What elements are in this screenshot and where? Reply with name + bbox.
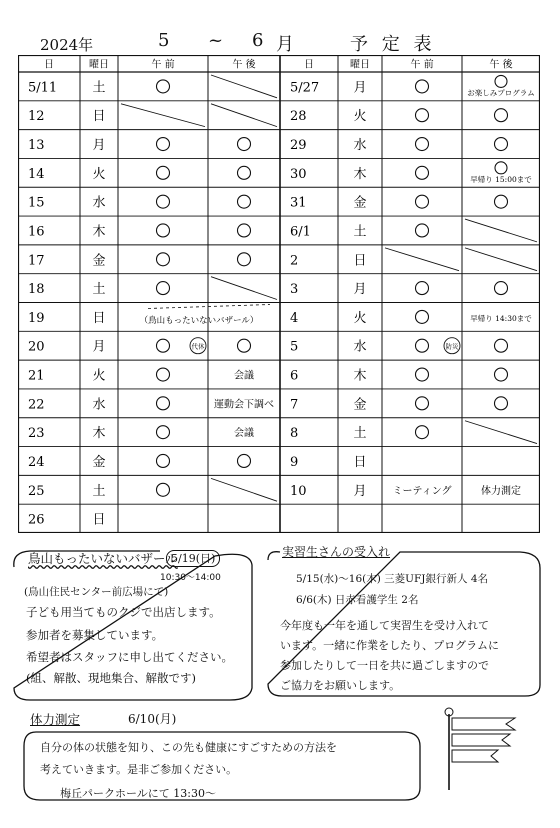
- right-row-day: 6: [290, 368, 299, 384]
- right-row-weekday: 月: [353, 80, 367, 96]
- right-row-weekday: 水: [353, 339, 367, 355]
- left-row-weekday: 金: [92, 454, 106, 470]
- right-row-weekday: 月: [353, 483, 367, 499]
- left-row-am-value: ○: [162, 205, 164, 207]
- practicum-entry-2: 6/6(木) 日赤看護学生 2名: [296, 594, 419, 606]
- bazaar-date: 5/19(日): [166, 550, 220, 567]
- fitness-date: 6/10(月): [128, 712, 177, 726]
- right-row-weekday: 金: [353, 397, 367, 413]
- right-row-weekday: 水: [353, 138, 367, 154]
- left-row-weekday: 月: [92, 138, 106, 154]
- left-row-pm-value: ○: [243, 349, 245, 351]
- left-row-am-value: ○: [162, 406, 164, 408]
- right-row-pm-value: ○: [500, 406, 502, 408]
- right-row-am-value: ○: [421, 406, 423, 408]
- left-row-am-value: ○: [162, 89, 164, 91]
- left-row-weekday: 火: [92, 368, 106, 384]
- left-row-day: 17: [28, 253, 45, 269]
- right-row-day: 5/27: [290, 80, 320, 96]
- left-row-weekday: 木: [92, 224, 106, 240]
- bazaar-venue: (鳥山住民センター前広場にて): [24, 586, 169, 598]
- right-row-pm-text: 早帰り 14:30まで: [470, 313, 532, 323]
- left-row-day: 23: [28, 426, 45, 442]
- right-row-pm-value: ○: [500, 291, 502, 293]
- header-pm: 午 後: [489, 59, 513, 71]
- left-row-pm-text: 運動会下調べ: [214, 399, 274, 411]
- left-row-day: 24: [28, 454, 45, 470]
- right-row-am-value: ○: [421, 349, 423, 351]
- left-row-day: 14: [28, 166, 45, 182]
- left-row-pm-value: ○: [243, 464, 245, 466]
- left-row-am-value: ○: [162, 233, 164, 235]
- bazaar-line-4: (組、解散、現地集合、解散です): [26, 671, 196, 685]
- left-row-weekday: 木: [92, 426, 106, 442]
- practicum-entry-1: 5/15(水)〜16(木) 三菱UFJ銀行新人 4名: [296, 573, 489, 585]
- fitness-line-2: 考えていきます。是非ご参加ください。: [40, 763, 238, 776]
- left-row-pm-value: ○: [243, 262, 245, 264]
- practicum-line-3: 参加したりして一日を共に過ごしますので: [280, 659, 489, 672]
- right-row-day: 30: [290, 166, 307, 182]
- fitness-venue: 梅丘パークホールにて 13:30〜: [60, 787, 216, 800]
- right-row-day: 8: [290, 426, 299, 442]
- left-row-day: 21: [28, 368, 45, 384]
- left-row-day: 25: [28, 483, 45, 499]
- fitness-frame: [24, 732, 420, 800]
- title-month-from: 5: [158, 30, 170, 51]
- right-row-weekday: 金: [353, 195, 367, 211]
- header-am: 午 前: [151, 59, 175, 71]
- right-row-pm-value: ○: [500, 118, 502, 120]
- right-row-am-value: ○: [421, 378, 423, 380]
- left-row-pm-value: ○: [243, 233, 245, 235]
- left-row-am-value: ○: [162, 176, 164, 178]
- right-row-weekday: 日: [353, 253, 367, 269]
- right-row-weekday: 土: [353, 224, 367, 240]
- left-row-day: 26: [28, 512, 45, 528]
- left-row-span-text: （鳥山もったいないバザール）: [139, 315, 259, 326]
- right-row-weekday: 木: [353, 368, 367, 384]
- right-row-pm-note: お楽しみプログラム: [467, 88, 535, 98]
- practicum-heading: 実習生さんの受入れ: [282, 545, 391, 559]
- right-row-pm-note: 早帰り 15:00まで: [470, 174, 532, 184]
- right-row-badge: 防災: [445, 342, 459, 351]
- right-row-am-value: ○: [421, 435, 423, 437]
- left-row-am-value: ○: [162, 378, 164, 380]
- practicum-line-2: います。一緒に作業をしたり、プログラムに: [280, 639, 500, 652]
- right-row-am-value: ○: [421, 291, 423, 293]
- left-row-weekday: 月: [92, 339, 106, 355]
- left-row-pm-text: 会議: [234, 370, 254, 382]
- left-row-day: 18: [28, 282, 45, 298]
- left-row-pm-value: ○: [243, 205, 245, 207]
- right-row-weekday: 月: [353, 282, 367, 298]
- left-row-day: 16: [28, 224, 45, 240]
- right-row-am-value: ○: [421, 176, 423, 178]
- left-row-am-value: ○: [162, 262, 164, 264]
- left-row-day: 19: [28, 310, 45, 326]
- title-label: 予 定 表: [350, 34, 436, 55]
- right-row-day: 29: [290, 138, 307, 154]
- title-tilde: ~: [208, 30, 224, 51]
- right-row-am-value: ○: [421, 118, 423, 120]
- right-row-pm-value: ○: [500, 147, 502, 149]
- bazaar-line-3: 希望者はスタッフに申し出てください。: [26, 650, 233, 664]
- left-row-weekday: 日: [92, 310, 106, 326]
- koinobori-icon: [445, 708, 515, 790]
- right-row-weekday: 日: [353, 454, 367, 470]
- left-row-am-value: ○: [162, 435, 164, 437]
- practicum-line-1: 今年度も一年を通して実習生を受け入れて: [280, 619, 489, 632]
- right-row-weekday: 火: [353, 310, 367, 326]
- right-row-day: 31: [290, 195, 307, 211]
- left-row-day: 20: [28, 339, 45, 355]
- left-row-weekday: 日: [92, 512, 106, 528]
- left-row-am-value: ○: [162, 464, 164, 466]
- title-month-suffix: 月: [276, 34, 294, 55]
- bazaar-time: 10:30〜14:00: [160, 573, 221, 583]
- header-weekday: 曜日: [350, 59, 370, 71]
- right-row-pm-value: ○: [500, 205, 502, 207]
- title-month-to: 6: [252, 30, 264, 51]
- practicum-frame: [268, 552, 540, 696]
- right-row-day: 10: [290, 483, 307, 499]
- fitness-line-1: 自分の体の状態を知り、この先も健康にすごすための方法を: [40, 741, 337, 754]
- left-row-weekday: 土: [92, 282, 106, 298]
- left-row-weekday: 火: [92, 166, 106, 182]
- left-row-am-value: ○: [162, 493, 164, 495]
- bazaar-frame: [14, 551, 252, 700]
- right-row-day: 7: [290, 397, 299, 413]
- right-row-pm-value: ○: [500, 378, 502, 380]
- left-row-am-value: ○: [162, 291, 164, 293]
- left-row-day: 15: [28, 195, 45, 211]
- left-row-pm-text: 会議: [234, 428, 254, 440]
- right-row-weekday: 火: [353, 109, 367, 125]
- left-row-day: 13: [28, 138, 45, 154]
- right-row-am-value: ○: [421, 205, 423, 207]
- left-row-weekday: 土: [92, 483, 106, 499]
- left-row-pm-value: ○: [243, 147, 245, 149]
- right-row-day: 2: [290, 253, 299, 269]
- left-row-day: 5/11: [28, 80, 58, 96]
- left-row-weekday: 金: [92, 253, 106, 269]
- right-row-pm-text: 体力測定: [481, 485, 521, 497]
- right-row-weekday: 土: [353, 426, 367, 442]
- left-row-weekday: 水: [92, 397, 106, 413]
- header-day: 日: [44, 59, 54, 71]
- bazaar-heading: 鳥山もったいないバザール: [28, 551, 178, 566]
- left-row-am-value: ○: [162, 147, 164, 149]
- bazaar-line-2: 参加者を募集しています。: [26, 628, 164, 642]
- header-am: 午 前: [410, 59, 434, 71]
- left-row-pm-value: ○: [243, 176, 245, 178]
- right-row-day: 4: [290, 310, 299, 326]
- right-row-am-value: ○: [421, 89, 423, 91]
- right-row-am-value: ○: [421, 147, 423, 149]
- right-row-day: 9: [290, 454, 299, 470]
- left-row-weekday: 土: [92, 80, 106, 96]
- bazaar-line-1: 子ども用当てものクジで出店します。: [26, 605, 221, 619]
- title-year: 2024年: [40, 36, 94, 54]
- right-row-weekday: 木: [353, 166, 367, 182]
- right-row-am-value: ○: [421, 320, 423, 322]
- header-pm: 午 後: [232, 59, 256, 71]
- header-day: 日: [304, 59, 314, 71]
- right-row-day: 28: [290, 109, 307, 125]
- right-row-day: 6/1: [290, 224, 311, 240]
- left-row-day: 22: [28, 397, 45, 413]
- header-weekday: 曜日: [89, 59, 109, 71]
- right-row-day: 3: [290, 282, 299, 298]
- right-row-am-text: ミーティング: [392, 485, 452, 497]
- left-row-badge: 代休: [191, 342, 205, 351]
- left-row-am-value: ○: [162, 349, 164, 351]
- fitness-heading: 体力測定: [30, 712, 81, 727]
- left-row-day: 12: [28, 109, 45, 125]
- right-row-pm-value: ○: [500, 349, 502, 351]
- right-row-am-value: ○: [421, 233, 423, 235]
- left-row-weekday: 水: [92, 195, 106, 211]
- right-row-day: 5: [290, 339, 299, 355]
- practicum-line-4: ご協力をお願いします。: [280, 679, 401, 692]
- left-row-weekday: 日: [92, 109, 106, 125]
